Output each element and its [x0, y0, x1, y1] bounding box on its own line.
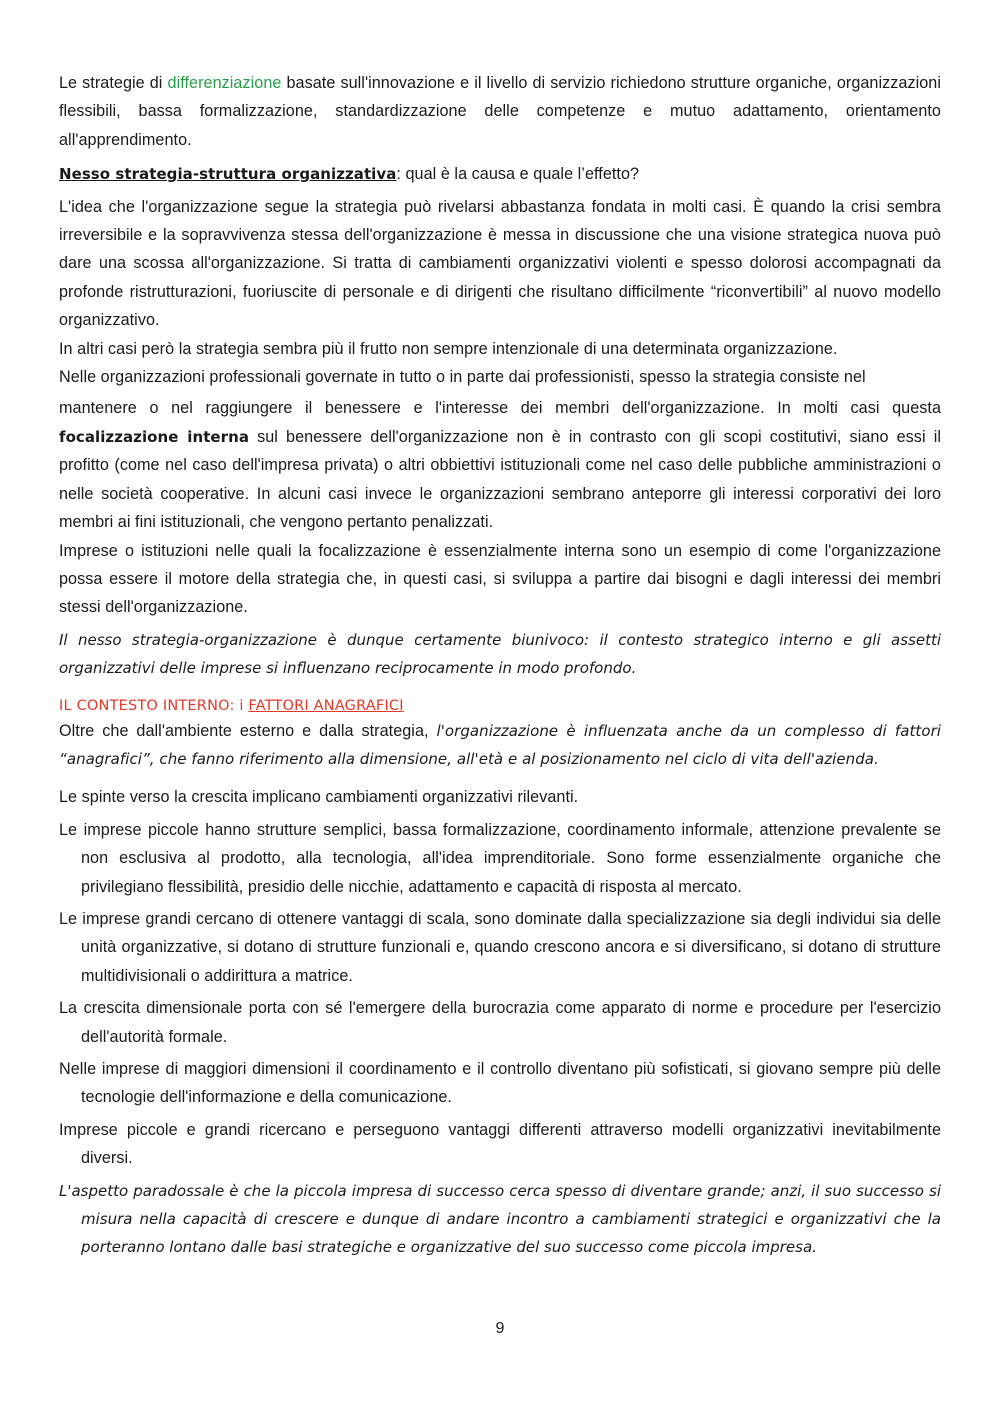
text: Oltre che dall'ambiente esterno e dalla strategia,: [59, 721, 437, 740]
page-number: 9: [495, 1320, 505, 1337]
paragraph-professionali-line2: mantenere o nel raggiungere il benessere e l'interesse dei membri dell'organizzazione. In molti casi questa: [59, 399, 941, 418]
highlight-differenziazione: differenziazione: [167, 74, 282, 92]
text: : qual è la causa e quale l’effetto?: [396, 165, 640, 184]
paragraph-nesso: [59, 160, 941, 188]
text: Le strategie di: [59, 74, 168, 92]
paragraph-altri-casi: In altri casi però la strategia sembra più il frutto non sempre intenzionale di una determinata organizzazione.: [59, 339, 838, 358]
paragraph-imprese-istituzioni: Imprese o istituzioni nelle quali la focalizzazione è essenzialmente interna sono un esempio di come l'organizzazione possa essere il motore della strategia che, in questi casi, si sviluppa a partire dai bisogni e dagli interessi dei membri stessi dell'organizzazione.: [59, 541, 941, 617]
heading-text: IL CONTESTO INTERNO: i: [59, 697, 249, 714]
list-item: La crescita dimensionale porta con sé l'emergere della burocrazia come apparato di norme e procedure per l'esercizio dell'autorità formale.: [59, 999, 941, 1046]
section-heading: [59, 695, 941, 717]
list-item: Imprese piccole e grandi ricercano e perseguono vantaggi differenti attraverso modelli organizzativi inevitabilmente diversi.: [59, 1120, 941, 1168]
intro-italic: l'organizzazione è influenzata anche da un complesso di fattori “anagrafici”, che fanno riferimento alla dimensione, all'età e al posizionamento nel ciclo di vita dell'azienda.: [59, 721, 942, 768]
text: basate sull'innovazione e il livello di servizio richiedono strutture organiche, organizzazioni flessibili, bassa formalizzazione, standardizzazione delle competenze e mutuo adattamento, orientamento all'apprendimento.: [59, 74, 942, 149]
paragraph-professionali-line1: Nelle organizzazioni professionali governate in tutto o in parte dai professionisti, spesso la strategia consiste nel: [59, 368, 866, 387]
heading-link: FATTORI ANAGRAFICI: [248, 697, 404, 714]
paragraph-crescita: Le spinte verso la crescita implicano cambiamenti organizzativi rilevanti.: [59, 788, 579, 807]
paragraph-nesso-biunivoco: Il nesso strategia-organizzazione è dunque certamente biunivoco: il contesto strategico interno e gli assetti organizzativi delle imprese si influenzano reciprocamente in modo profondo.: [59, 630, 941, 678]
paragraph-differenziazione: [59, 69, 941, 154]
page-content: [59, 69, 941, 1262]
nesso-title: Nesso strategia-struttura organizzativa: [59, 165, 397, 184]
paragraph-fattori-intro: [59, 717, 941, 774]
paragraph-paradosso: L'aspetto paradossale è che la piccola impresa di successo cerca spesso di diventare grande; anzi, il suo successo si misura nella capacità di crescere e dunque di andare incontro a cambiamenti strategici e organizzativi che la porteranno lontano dalle basi strategiche e organizzative del suo successo come piccola impresa.: [59, 1181, 941, 1257]
paragraph-professionali-rest: [59, 423, 941, 537]
bold-focalizzazione: focalizzazione interna: [59, 427, 249, 446]
list-item: Nelle imprese di maggiori dimensioni il coordinamento e il controllo diventano più sofisticati, si giovano sempre più delle tecnologie dell'informazione e della comunicazione.: [59, 1060, 941, 1107]
list-item: Le imprese grandi cercano di ottenere vantaggi di scala, sono dominate dalla specializzazione sia degli individui sia delle unità organizzative, si dotano di strutture funzionali e, quando crescono ancora e si diversificano, si dotano di strutture multidivisionali o addirittura a matrice.: [59, 909, 941, 985]
paragraph-idea: L'idea che l'organizzazione segue la strategia può rivelarsi abbastanza fondata in molti casi. È quando la crisi sembra irreversibile e la sopravvivenza stessa dell'organizzazione è messa in discussione che una visione strategica nuova può dare una scossa all'organizzazione. Si tratta di cambiamenti organizzativi violenti e spesso dolorosi accompagnati da profonde ristrutturazioni, fuoriuscite di personale e di dirigenti che risultano difficilmente “riconvertibili” al nuovo modello organizzativo.: [59, 197, 941, 330]
text: sul benessere dell'organizzazione non è in contrasto con gli scopi costitutivi, siano essi il profitto (come nel caso dell'impresa privata) o altri obbiettivi istituzionali come nel caso delle pubbliche amministrazioni o nelle società cooperative. In alcuni casi invece le organizzazioni sembrano anteporre gli interessi corporativi dei loro membri ai fini istituzionali, che vengono pertanto penalizzati.: [59, 427, 941, 532]
list-item: Le imprese piccole hanno strutture semplici, bassa formalizzazione, coordinamento informale, attenzione prevalente se non esclusiva al prodotto, alla tecnologia, all'idea imprenditoriale. Sono forme essenzialmente organiche che privilegiano flessibilità, presidio delle nicchie, adattamento e capacità di risposta al mercato.: [59, 820, 941, 896]
